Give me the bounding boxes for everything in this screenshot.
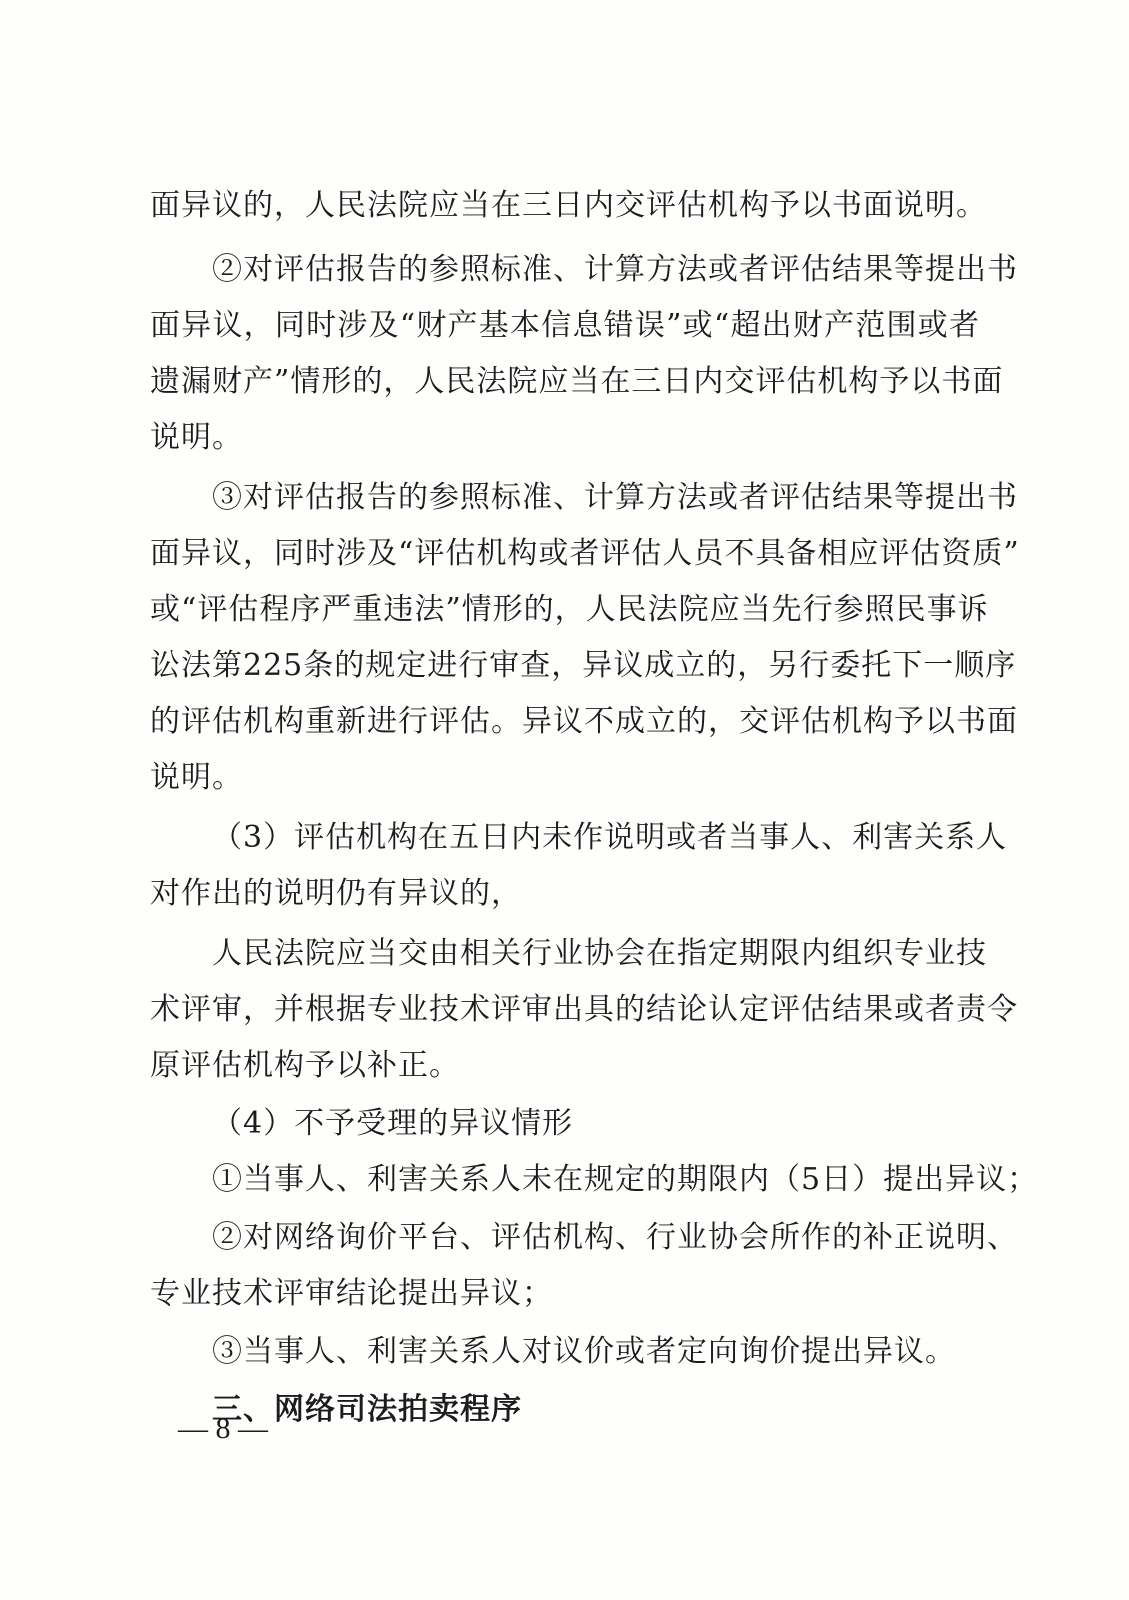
- paragraph-line: 面异议的，人民法院应当在三日内交评估机构予以书面说明。: [150, 188, 987, 223]
- paragraph-line: ③当事人、利害关系人对议价或者定向询价提出异议。: [212, 1334, 956, 1369]
- paragraph-line: 人民法院应当交由相关行业协会在指定期限内组织专业技: [212, 936, 987, 971]
- paragraph-line: 或“评估程序严重违法”情形的，人民法院应当先行参照民事诉: [150, 592, 989, 627]
- paragraph-line: 原评估机构予以补正。: [150, 1048, 460, 1083]
- paragraph-line: ②对网络询价平台、评估机构、行业协会所作的补正说明、: [212, 1220, 1018, 1255]
- paragraph-line: 遗漏财产”情形的，人民法院应当在三日内交评估机构予以书面: [150, 364, 1004, 399]
- paragraph-line: 术评审，并根据专业技术评审出具的结论认定评估结果或者责令: [150, 992, 1018, 1027]
- paragraph-line: ①当事人、利害关系人未在规定的期限内（5日）提出异议；: [212, 1162, 1039, 1197]
- paragraph-line: （3）评估机构在五日内未作说明或者当事人、利害关系人: [212, 820, 1008, 855]
- paragraph-line: 面异议，同时涉及“评估机构或者评估人员不具备相应评估资质”: [150, 536, 1020, 571]
- paragraph-line: 说明。: [150, 420, 243, 455]
- paragraph-line: 说明。: [150, 760, 243, 795]
- paragraph-line: 讼法第225条的规定进行审查，异议成立的，另行委托下一顺序: [150, 648, 1017, 683]
- page-number: — 8 —: [178, 1412, 268, 1445]
- paragraph-line: 对作出的说明仍有异议的，: [150, 876, 522, 911]
- paragraph-line: 的评估机构重新进行评估。异议不成立的，交评估机构予以书面: [150, 704, 1018, 739]
- section-heading: 三、网络司法拍卖程序: [212, 1392, 522, 1427]
- subsection-heading: （4）不予受理的异议情形: [212, 1106, 574, 1141]
- paragraph-line: 面异议，同时涉及“财产基本信息错误”或“超出财产范围或者: [150, 308, 980, 343]
- paragraph-line: ③对评估报告的参照标准、计算方法或者评估结果等提出书: [212, 480, 1018, 515]
- paragraph-line: 专业技术评审结论提出异议；: [150, 1276, 553, 1311]
- paragraph-line: ②对评估报告的参照标准、计算方法或者评估结果等提出书: [212, 252, 1018, 287]
